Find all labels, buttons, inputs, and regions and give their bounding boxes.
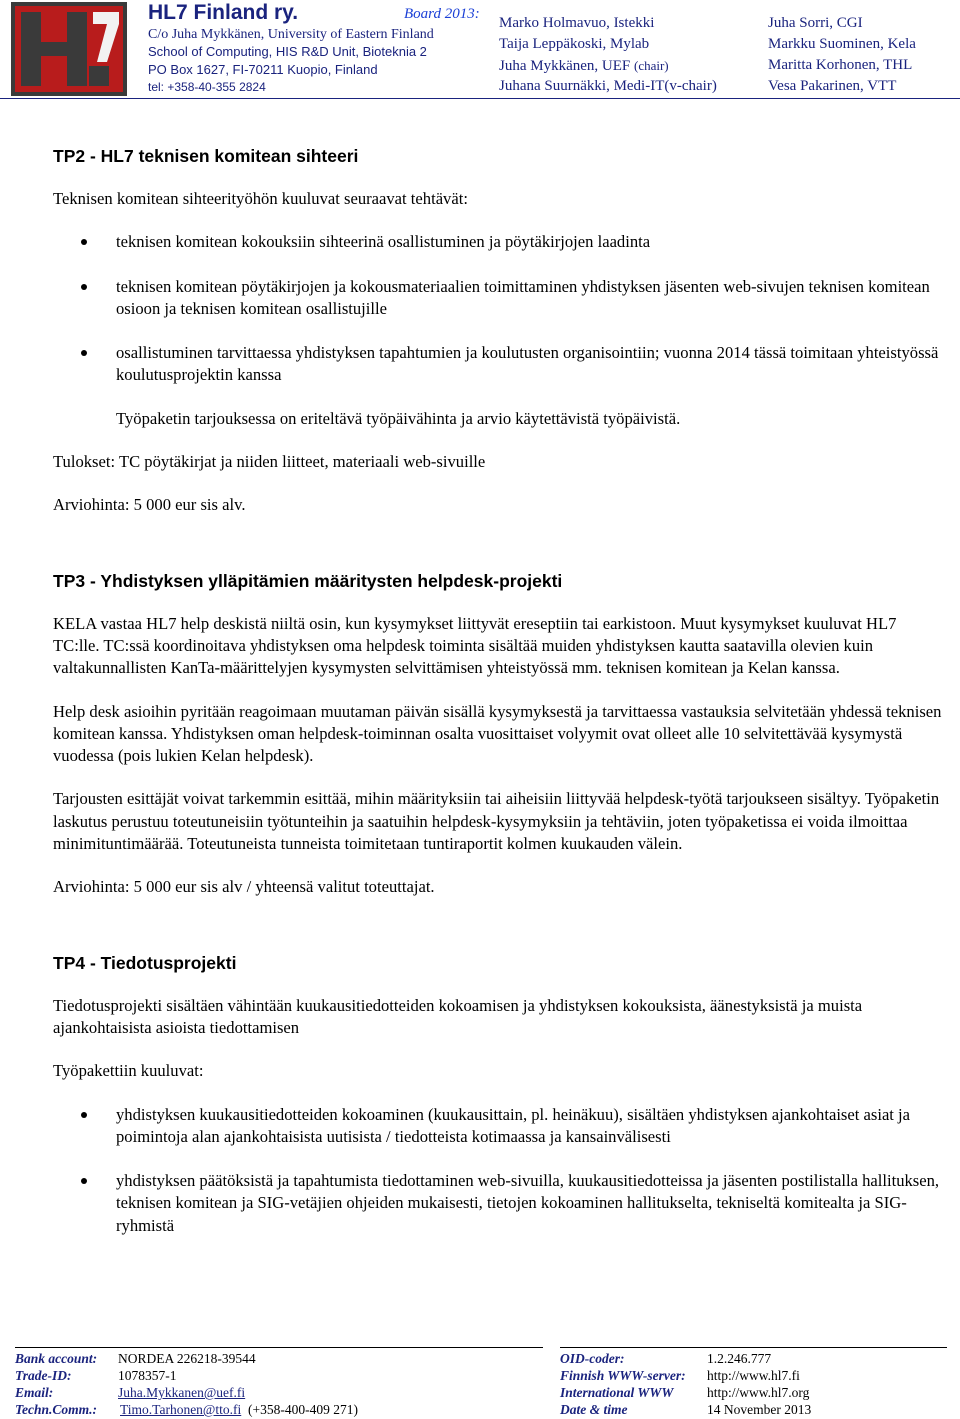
tp2-task-list xyxy=(53,231,943,386)
footer-label: Finnish WWW-server: xyxy=(560,1368,686,1383)
list-item xyxy=(53,342,943,387)
organization-name: HL7 Finland ry. xyxy=(148,1,299,24)
list-item xyxy=(53,231,943,253)
footer-label: Techn.Comm.: xyxy=(15,1402,98,1417)
address-line: PO Box 1627, FI-70211 Kuopio, Finland xyxy=(148,62,378,77)
footer-label: Date & time xyxy=(560,1402,628,1417)
board-member: Taija Leppäkoski, Mylab xyxy=(499,36,650,52)
tp4-task-list xyxy=(53,1104,943,1237)
board-member: Vesa Pakarinen, VTT xyxy=(768,78,897,94)
tp4-intro: Tiedotusprojekti sisältäen vähintään kuukausitiedotteiden kokoamisen ja yhdistyksen kokouksista, äänestyksistä ja muista ajankohtaisista asioista tiedottamisen xyxy=(53,995,863,1037)
list-item-text: teknisen komitean pöytäkirjojen ja kokousmateriaalien toimittaminen yhdistyksen jäsenten web-sivujen teknisen komitean osioon ja teknisen komitean osallistujille xyxy=(116,276,930,318)
board-member: Maritta Korhonen, THL xyxy=(768,57,913,73)
footer-label: OID-coder: xyxy=(560,1351,625,1366)
board-label: Board 2013: xyxy=(404,6,480,22)
footer-label: Trade-ID: xyxy=(15,1368,72,1383)
list-item xyxy=(53,1170,943,1237)
section-title-tp2: TP2 - HL7 teknisen komitean sihteeri xyxy=(53,146,359,166)
tp3-paragraph: Tarjousten esittäjät voivat tarkemmin esittää, mihin määrityksiin tai aiheisiin liittyvää helpdesk-työtä tarjoukseen sisältyy. Työpaketin laskutus perustuu toteutuneisiin työtunteihin ja saatuihin helpdesk-kysymyksiin ja tehtäviin, joten työpaketissa ei voida ilmoittaa minimituntimäärää. Toteutuneista tunneista toimitetaan tuntiraportit kolmen kuukauden välein. xyxy=(53,789,940,854)
list-item-text: osallistuminen tarvittaessa yhdistyksen tapahtumien ja koulutusten organisointiin; vuonna 2014 tässä toimitaan yhteistyössä koulutusprojektin kanssa xyxy=(116,343,939,385)
tp2-results: Tulokset: TC pöytäkirjat ja niiden liitteet, materiaali web-sivuille xyxy=(53,452,486,472)
letterhead xyxy=(0,0,960,100)
phone-line: tel: +358-40-355 2824 xyxy=(148,80,266,94)
chair-note: (chair) xyxy=(634,58,669,73)
list-item xyxy=(53,276,943,321)
footer-value: 14 November 2013 xyxy=(707,1402,812,1417)
footer-value: 1.2.246.777 xyxy=(707,1351,772,1366)
bullet-icon xyxy=(81,239,87,245)
document-body xyxy=(53,144,943,1237)
footer-trade-id xyxy=(15,1367,177,1384)
intl-www-link[interactable]: http://www.hl7.org xyxy=(707,1385,810,1400)
list-item-text: yhdistyksen päätöksistä ja tapahtumista tiedottaminen web-sivuilla, kuukausitiedotteissa ja jäsenten postilistalla hallituksen, teknisen komitean ja SIG-vetäjien ohjeiden mukaisesti, tietojen kokoaminen hallitukselta, tekniseltä komitealta ja SIG-ryhmistä xyxy=(116,1171,940,1235)
footer-value: 1078357-1 xyxy=(118,1368,177,1383)
footer-finnish-www xyxy=(560,1367,800,1384)
hl7-logo xyxy=(11,2,127,96)
bullet-icon xyxy=(81,350,87,356)
finnish-www-link[interactable]: http://www.hl7.fi xyxy=(707,1368,800,1383)
bullet-icon xyxy=(81,284,87,290)
footer-techcomm xyxy=(15,1401,358,1418)
footer-label: Email: xyxy=(15,1385,54,1400)
tp3-paragraph: Help desk asioihin pyritään reagoimaan muutaman päivän sisällä kysymyksestä ja tarvittaessa vastauksia selvitetään yhdessä teknisen komitean kanssa. Yhdistyksen oman helpdesk-toiminnan osalta vuosittaiset volyymit ovat olleet alle 10 selvitettävää kysymystä vuodessa (pois lukien Kelan helpdesk). xyxy=(53,701,942,766)
footer-value: (+358-400-409 271) xyxy=(248,1402,358,1417)
footer-intl-www xyxy=(560,1384,809,1401)
footer-divider xyxy=(15,1347,543,1348)
board-member: Marko Holmavuo, Istekki xyxy=(499,15,655,31)
footer-value: NORDEA 226218-39544 xyxy=(118,1351,256,1366)
tp2-offer-note: Työpaketin tarjouksessa on eriteltävä työpäivähinta ja arvio käytettävistä työpäivistä. xyxy=(116,408,681,428)
footer-label: International WWW xyxy=(560,1385,674,1400)
footer-label: Bank account: xyxy=(15,1351,98,1366)
board-member-chair xyxy=(499,55,717,76)
footer-oid xyxy=(560,1350,771,1367)
tp4-list-label: Työpakettiin kuuluvat: xyxy=(53,1061,204,1081)
tp2-intro: Teknisen komitean sihteerityöhön kuuluvat seuraavat tehtävät: xyxy=(53,189,468,208)
footer-bank xyxy=(15,1350,256,1367)
bullet-icon xyxy=(81,1112,87,1118)
email-link[interactable]: Juha.Mykkanen@uef.fi xyxy=(118,1385,246,1400)
bullet-icon xyxy=(81,1178,87,1184)
board-member: Juhana Suurnäkki, Medi-IT(v-chair) xyxy=(499,78,717,94)
tp3-paragraph: KELA vastaa HL7 help deskistä niiltä osin, kun kysymykset liittyvät ereseptiin tai earkistoon. Muut kysymykset kuuluvat HL7 TC:lle. TC:ssä koordinoitava yhdistyksen oma helpdesk toiminta sisältää muiden yhdistyksen kautta saatavilla olevien kuin valtakunnallisten KanTa-määrittelyjen kysymysten selvittämisen yhteistyössä mm. teknisen komitean ja Kelan kanssa. xyxy=(53,613,897,678)
list-item-text: yhdistyksen kuukausitiedotteiden kokoaminen (kuukausittain, pl. heinäkuu), sisältäen yhdistyksen ajankohtaiset asiat ja poimintoja alan ajankohtaisista uutisista / tiedotteista kotimaassa ja kansainvälisesti xyxy=(116,1104,911,1146)
board-members-column-1 xyxy=(499,13,717,97)
address-line: C/o Juha Mykkänen, University of Eastern Finland xyxy=(148,27,434,42)
tp2-price: Arviohinta: 5 000 eur sis alv. xyxy=(53,495,246,515)
address-line: School of Computing, HIS R&D Unit, Bioteknia 2 xyxy=(148,44,427,59)
footer-email xyxy=(15,1384,245,1401)
list-item xyxy=(53,1104,943,1149)
tp3-price: Arviohinta: 5 000 eur sis alv / yhteensä valitut toteuttajat. xyxy=(53,877,435,897)
board-member: Markku Suominen, Kela xyxy=(768,36,916,52)
header-divider xyxy=(0,98,960,99)
board-member: Juha Sorri, CGI xyxy=(768,15,863,31)
section-title-tp3: TP3 - Yhdistyksen ylläpitämien määritysten helpdesk-projekti xyxy=(53,570,563,591)
board-members-column-2 xyxy=(768,13,916,97)
footer-date xyxy=(560,1401,811,1418)
list-item-text: teknisen komitean kokouksiin sihteerinä osallistuminen ja pöytäkirjojen laadinta xyxy=(116,232,651,252)
footer-divider xyxy=(560,1347,947,1348)
board-member-name: Juha Mykkänen, UEF xyxy=(499,58,631,74)
section-title-tp4: TP4 - Tiedotusprojekti xyxy=(53,952,237,973)
techcomm-email-link[interactable]: Timo.Tarhonen@tto.fi xyxy=(120,1402,242,1417)
